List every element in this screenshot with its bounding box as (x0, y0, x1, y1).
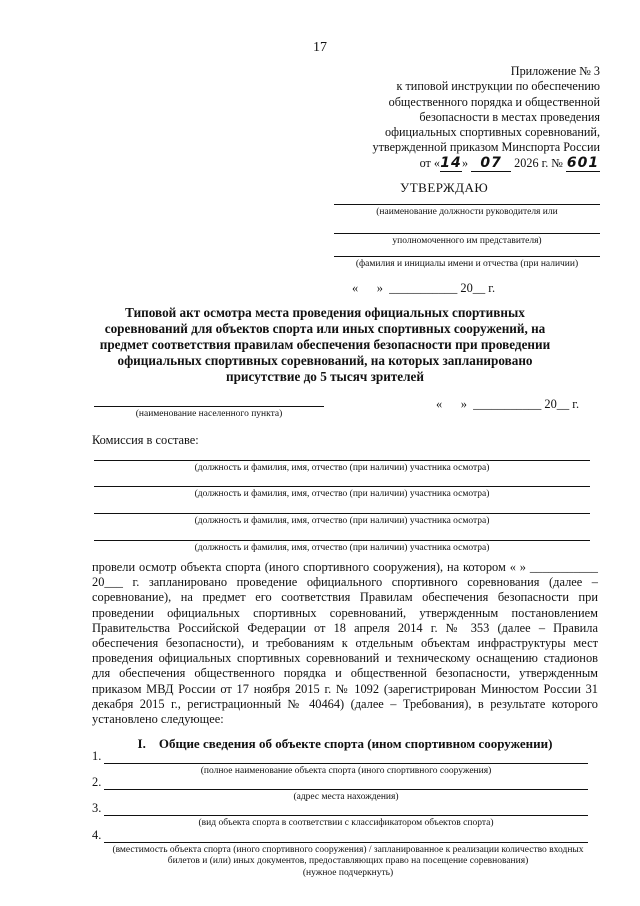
body-paragraph: провели осмотр объекта спорта (иного спортивного сооружения), на котором « » ___________ 20___ г. запланировано проведение официального спортивного соревнования (далее – соревнование), на предмет его соответствия Правилам обеспечения безопасности при проведении официальных спортивных соревнований, утвержденным постановлением Правительства Российской Федерации от 18 апреля 2014 г. № 353 (далее – Правила обеспечения безопасности), и требованиям к отдельным объектам инфраструктуры мест проведения официальных спортивных соревнований и техническому оснащению стадионов для обеспечения общественного порядка и общественной безопасности, утвержденным приказом МВД России от 17 ноября 2015 г. № 1092 (зарегистрирован Минюстом России 31 декабря 2015 г., регистрационный № 40464) (далее – Требования), в результате которого установлено следующее: (92, 560, 598, 727)
appendix-line: безопасности в местах проведения (419, 109, 600, 124)
appendix-line: общественного порядка и общественной (388, 94, 600, 109)
page-number: 17 (313, 40, 327, 55)
appendix-block (340, 64, 600, 172)
item-caption: (вместимость объекта спорта (иного спортивного сооружения) / запланированное к реализации количество входных билетов и (или) иных документов, предоставляющих право на посещение соревнования) (112, 845, 584, 866)
handwritten-month: 07 (471, 156, 511, 172)
signature-line (334, 256, 600, 257)
section-numeral: I. (137, 736, 146, 751)
member-line (94, 513, 590, 514)
date-mid: » (461, 155, 469, 170)
handwritten-number: 601 (566, 154, 600, 171)
appendix-line: Приложение № 3 (510, 64, 600, 78)
approve-heading: УТВЕРЖДАЮ (400, 180, 489, 195)
approve-caption-3: (фамилия и инициалы имени и отчества (при наличии) (355, 259, 579, 269)
member-caption: (должность и фамилия, имя, отчество (при наличии) участника осмотра) (194, 463, 490, 473)
item-number: 2. (92, 775, 102, 789)
date-year: 2026 г. № (514, 155, 563, 170)
item-caption: (вид объекта спорта в соответствии с классификатором объектов спорта) (198, 818, 494, 828)
item-line (104, 815, 588, 816)
approve-date: « » ___________ 20__ г. (352, 281, 496, 295)
member-line (94, 486, 590, 487)
signature-line (334, 233, 600, 234)
commission-label: Комиссия в составе: (92, 433, 199, 447)
place-date: « » ___________ 20__ г. (436, 397, 580, 411)
member-caption: (должность и фамилия, имя, отчество (при наличии) участника осмотра) (194, 516, 490, 526)
item-number: 1. (92, 749, 102, 763)
handwritten-day: 14 (440, 154, 462, 171)
appendix-line: официальных спортивных соревнований, (385, 125, 600, 140)
document-title: Типовой акт осмотра места проведения официальных спортивных соревнований для объектов спорта или иных спортивных сооружений, на предмет соответствия правилам обеспечения безопасности при проведении официальных спортивных соревнований, на которых запланировано присутствие до 5 тысяч зрителей (99, 305, 551, 384)
item-note: (нужное подчеркнуть) (302, 868, 394, 878)
member-line (94, 540, 590, 541)
item-caption: (полное наименование объекта спорта (иного спортивного сооружения) (200, 766, 492, 776)
item-line (104, 763, 588, 764)
appendix-line: утвержденной приказом Минспорта России (372, 140, 600, 155)
date-prefix: от « (419, 155, 440, 170)
item-number: 4. (92, 828, 102, 842)
appendix-date-line (340, 156, 600, 172)
item-line (104, 842, 588, 843)
place-caption: (наименование населенного пункта) (135, 409, 283, 419)
member-caption: (должность и фамилия, имя, отчество (при наличии) участника осмотра) (194, 489, 490, 499)
member-line (94, 460, 590, 461)
section-heading (90, 736, 600, 752)
member-caption: (должность и фамилия, имя, отчество (при наличии) участника осмотра) (194, 543, 490, 553)
item-caption: (адрес места нахождения) (293, 792, 399, 802)
appendix-line: к типовой инструкции по обеспечению (396, 79, 600, 94)
approve-caption-1: (наименование должности руководителя или (376, 207, 558, 217)
approve-caption-2: уполномоченного им представителя) (392, 236, 542, 246)
item-line (104, 789, 588, 790)
signature-line (334, 204, 600, 205)
section-title: Общие сведения об объекте спорта (ином спортивном сооружении) (158, 736, 553, 751)
item-number: 3. (92, 801, 102, 815)
place-line (94, 406, 324, 407)
